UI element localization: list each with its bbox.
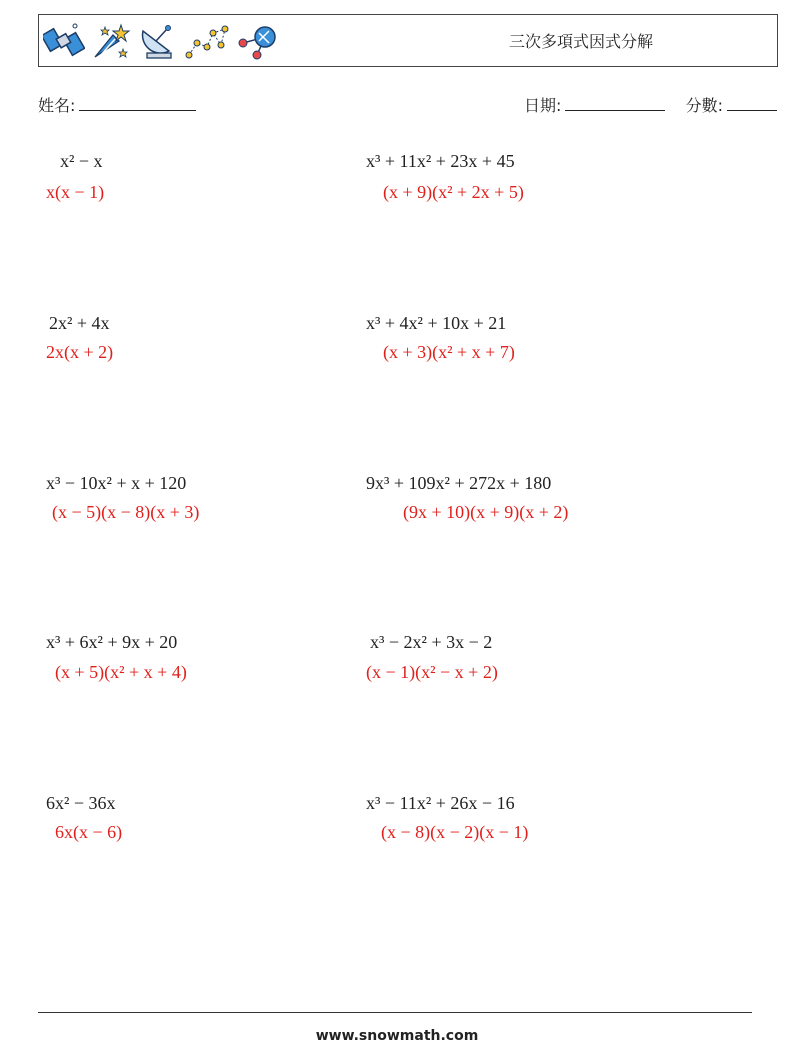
answer-5: (x − 5)(x − 8)(x + 3) [52, 502, 200, 522]
answer-7: (x + 5)(x² + x + 4) [55, 662, 187, 682]
score-blank[interactable] [727, 94, 777, 111]
answer-10: (x − 8)(x − 2)(x − 1) [381, 822, 529, 842]
problem-1: x² − x [60, 151, 103, 171]
score-label: 分數: [685, 96, 723, 115]
date-label: 日期: [524, 96, 562, 115]
problem-9: 6x² − 36x [46, 793, 116, 813]
name-label: 姓名: [38, 96, 76, 115]
date-score-fields [524, 94, 777, 116]
name-blank[interactable] [79, 94, 196, 111]
problem-8: x³ − 2x² + 3x − 2 [370, 632, 493, 652]
footer-url[interactable]: www.snowmath.com [315, 1028, 479, 1044]
footer-divider [38, 1012, 752, 1013]
problem-7: x³ + 6x² + 9x + 20 [46, 632, 178, 652]
answer-4: (x + 3)(x² + x + 7) [383, 342, 515, 362]
problem-10: x³ − 11x² + 26x − 16 [366, 793, 515, 813]
problem-5: x³ − 10x² + x + 120 [46, 473, 187, 493]
header-box [38, 14, 778, 67]
problem-4: x³ + 4x² + 10x + 21 [366, 313, 507, 333]
answer-8: (x − 1)(x² − x + 2) [366, 662, 498, 682]
page-title: 三次多項式因式分解 [509, 32, 654, 51]
problem-6: 9x³ + 109x² + 272x + 180 [366, 473, 552, 493]
name-field [38, 94, 196, 116]
answer-1: x(x − 1) [46, 182, 105, 202]
answer-6: (9x + 10)(x + 9)(x + 2) [403, 502, 569, 522]
problem-2: x³ + 11x² + 23x + 45 [366, 151, 515, 171]
answer-3: 2x(x + 2) [46, 342, 114, 362]
date-blank[interactable] [565, 94, 665, 111]
problem-3: 2x² + 4x [49, 313, 110, 333]
answer-2: (x + 9)(x² + 2x + 5) [383, 182, 524, 202]
answer-9: 6x(x − 6) [55, 822, 123, 842]
